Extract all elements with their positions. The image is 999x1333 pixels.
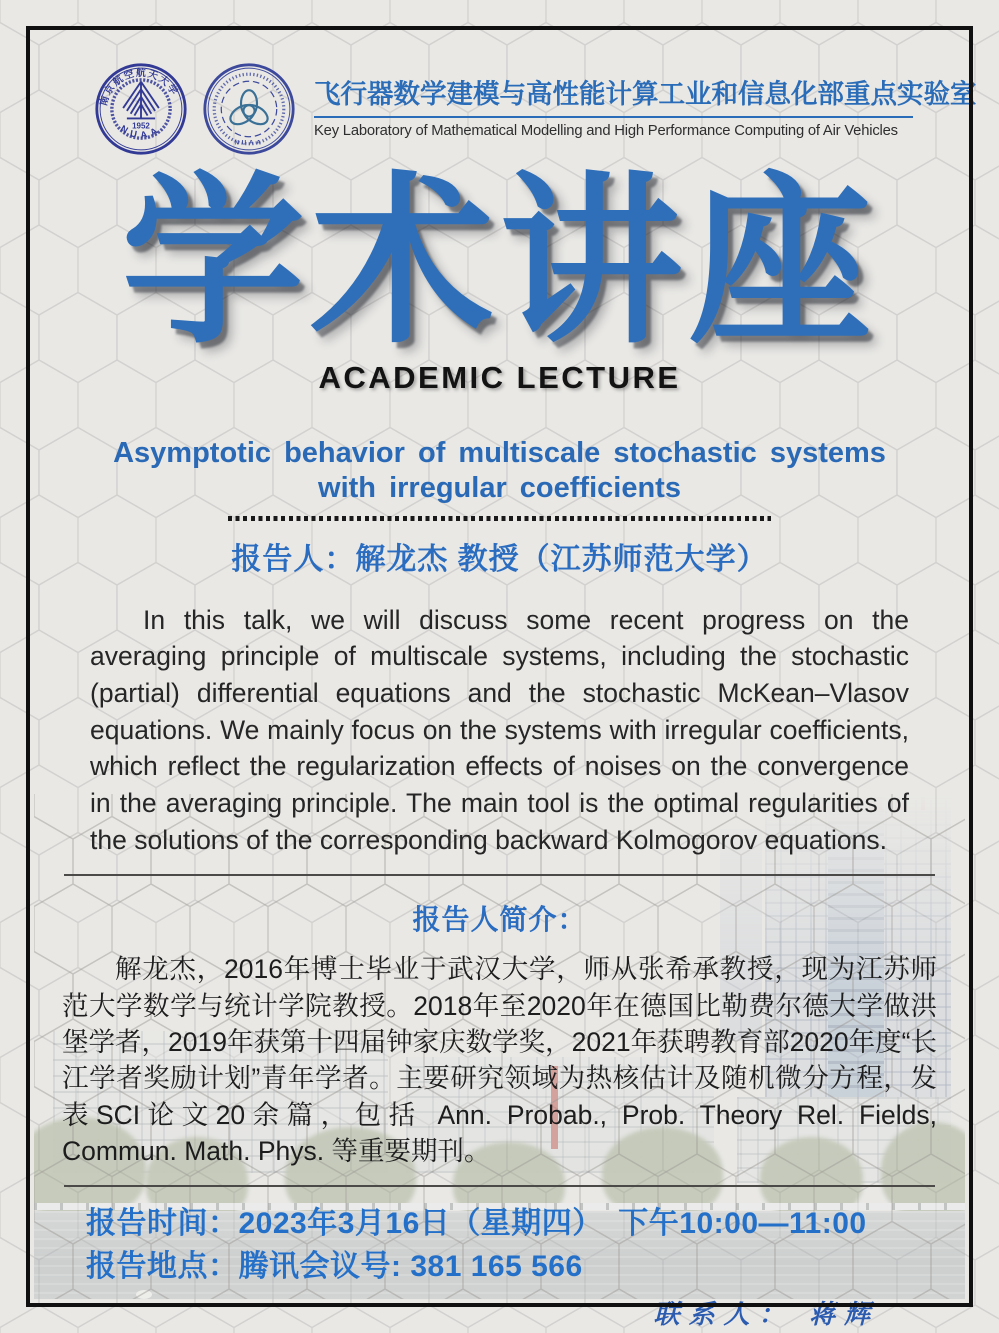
schedule [86, 1203, 913, 1288]
header [94, 62, 977, 156]
lab-seal-nuaa-text: NUAA [234, 139, 264, 147]
time-line [86, 1203, 913, 1246]
contact-signature: 联系人： 蒋辉 [653, 1300, 879, 1330]
lab-name-zh: 飞行器数学建模与高性能计算工业和信息化部重点实验室 [314, 79, 977, 110]
nuaa-university-seal-icon [94, 62, 188, 156]
hero-title-zh: 学术讲座 [121, 159, 878, 364]
abstract-paragraph: In this talk, we will discuss some recent progress on the averaging principle of multiscale systems, including the stochastic (partial) differential equations and the stochastic McKean–Vlasov equations. We mainly focus on the systems with irregular coefficients, which reflect the regularization effects of noises on the convergence in the averaging principle. The main tool is the optimal regularities of the solutions of the corresponding backward Kolmogorov equations. [90, 604, 909, 855]
talk-title: Asymptotic behavior of multiscale stochastic systems with irregular coefficients [113, 437, 886, 504]
poster-content [30, 30, 977, 1330]
seal-year-text: 1952 [132, 121, 150, 131]
hero [86, 159, 913, 396]
key-laboratory-seal-icon [202, 62, 296, 156]
place-line [86, 1246, 913, 1289]
hero-subtitle-en: ACADEMIC LECTURE [318, 360, 681, 395]
place-label: 报告地点： [86, 1249, 239, 1283]
dotted-divider [228, 516, 771, 521]
time-value: 2023年3月16日（星期四） 下午10:00—11:00 [238, 1207, 867, 1241]
lab-title-group [314, 79, 977, 139]
lab-name-en: Key Laboratory of Mathematical Modelling and High Performance Computing of Air Vehicles [314, 122, 898, 139]
lab-title-divider [314, 116, 913, 118]
bio-heading: 报告人简介： [412, 904, 587, 936]
section-divider-bottom [64, 1185, 935, 1187]
seal-nuaa-text: NUAA [118, 122, 164, 141]
section-divider-top [64, 874, 935, 876]
speaker-line: 报告人：解龙杰 教授（江苏师范大学） [231, 542, 768, 576]
bio-paragraph: 解龙杰，2016年博士毕业于武汉大学，师从张希承教授，现为江苏师范大学数学与统计学院教授。2018年至2020年在德国比勒费尔德大学做洪堡学者，2019年获第十四届钟家庆数学奖，2021年获聘教育部2020年度“长江学者奖励计划”青年学者。主要研究领域为热核估计及随机微分方程，发表SCI论文20余篇，包括 Ann. Probab., Prob. Theory Rel. Fields, Commun. Math. Phys. 等重要期刊。 [62, 954, 937, 1166]
time-label: 报告时间： [86, 1207, 239, 1241]
place-value: 腾讯会议号: 381 165 566 [238, 1249, 583, 1283]
seal-ring-text: 南京航空航天大学 [98, 68, 180, 108]
